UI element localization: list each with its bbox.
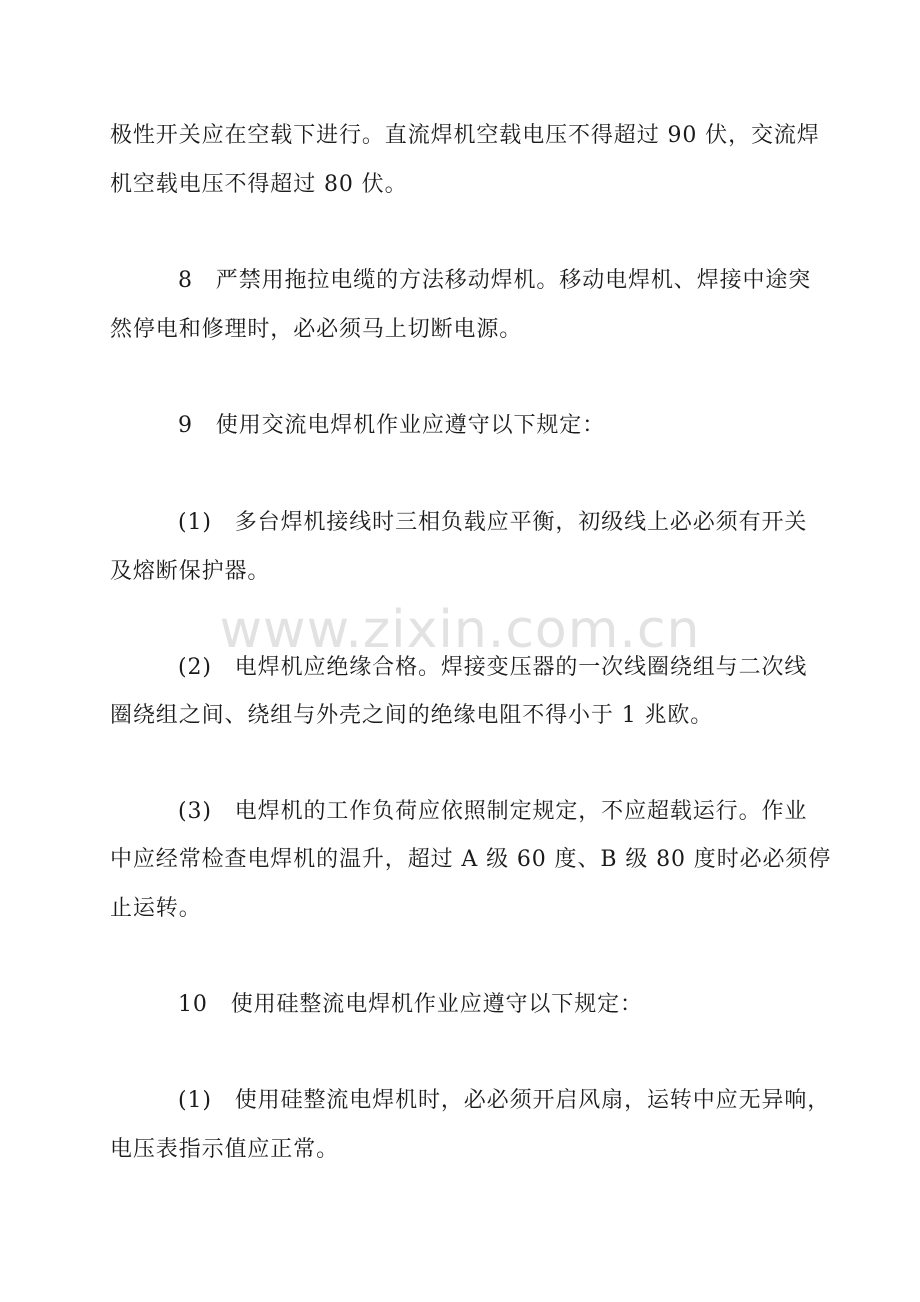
text-line: 圈绕组之间、绕组与外壳之间的绝缘电阻不得小于 1 兆欧。 — [110, 703, 714, 728]
text-line: 及熔断保护器。 — [110, 559, 271, 584]
item-3-line: (3) 电焊机的工作负荷应依照制定规定，不应超载运行。作业 — [178, 799, 808, 824]
text-line: 极性开关应在空载下进行。直流焊机空载电压不得超过 90 伏，交流焊 — [110, 123, 820, 148]
item-2-line: (2) 电焊机应绝缘合格。焊接变压器的一次线圈绕组与二次线 — [178, 655, 808, 680]
item-1-line: (1) 使用硅整流电焊机时，必必须开启风扇，运转中应无异响， — [178, 1088, 831, 1113]
text-line: 中应经常检查电焊机的温升，超过 A 级 60 度、B 级 80 度时必必须停 — [110, 847, 832, 872]
text-line: 止运转。 — [110, 896, 202, 921]
text-line: 然停电和修理时，必必须马上切断电源。 — [110, 317, 523, 342]
item-1-line: (1) 多台焊机接线时三相负载应平衡，初级线上必必须有开关 — [178, 510, 808, 535]
paragraph-8-line: 8 严禁用拖拉电缆的方法移动焊机。移动电焊机、焊接中途突 — [178, 268, 812, 293]
paragraph-10-heading: 10 使用硅整流电焊机作业应遵守以下规定： — [178, 992, 643, 1017]
text-line: 电压表指示值应正常。 — [110, 1137, 340, 1162]
text-line: 机空载电压不得超过 80 伏。 — [110, 172, 408, 197]
paragraph-9-heading: 9 使用交流电焊机作业应遵守以下规定： — [178, 413, 606, 438]
watermark: www.zixin.com.cn — [219, 600, 701, 660]
